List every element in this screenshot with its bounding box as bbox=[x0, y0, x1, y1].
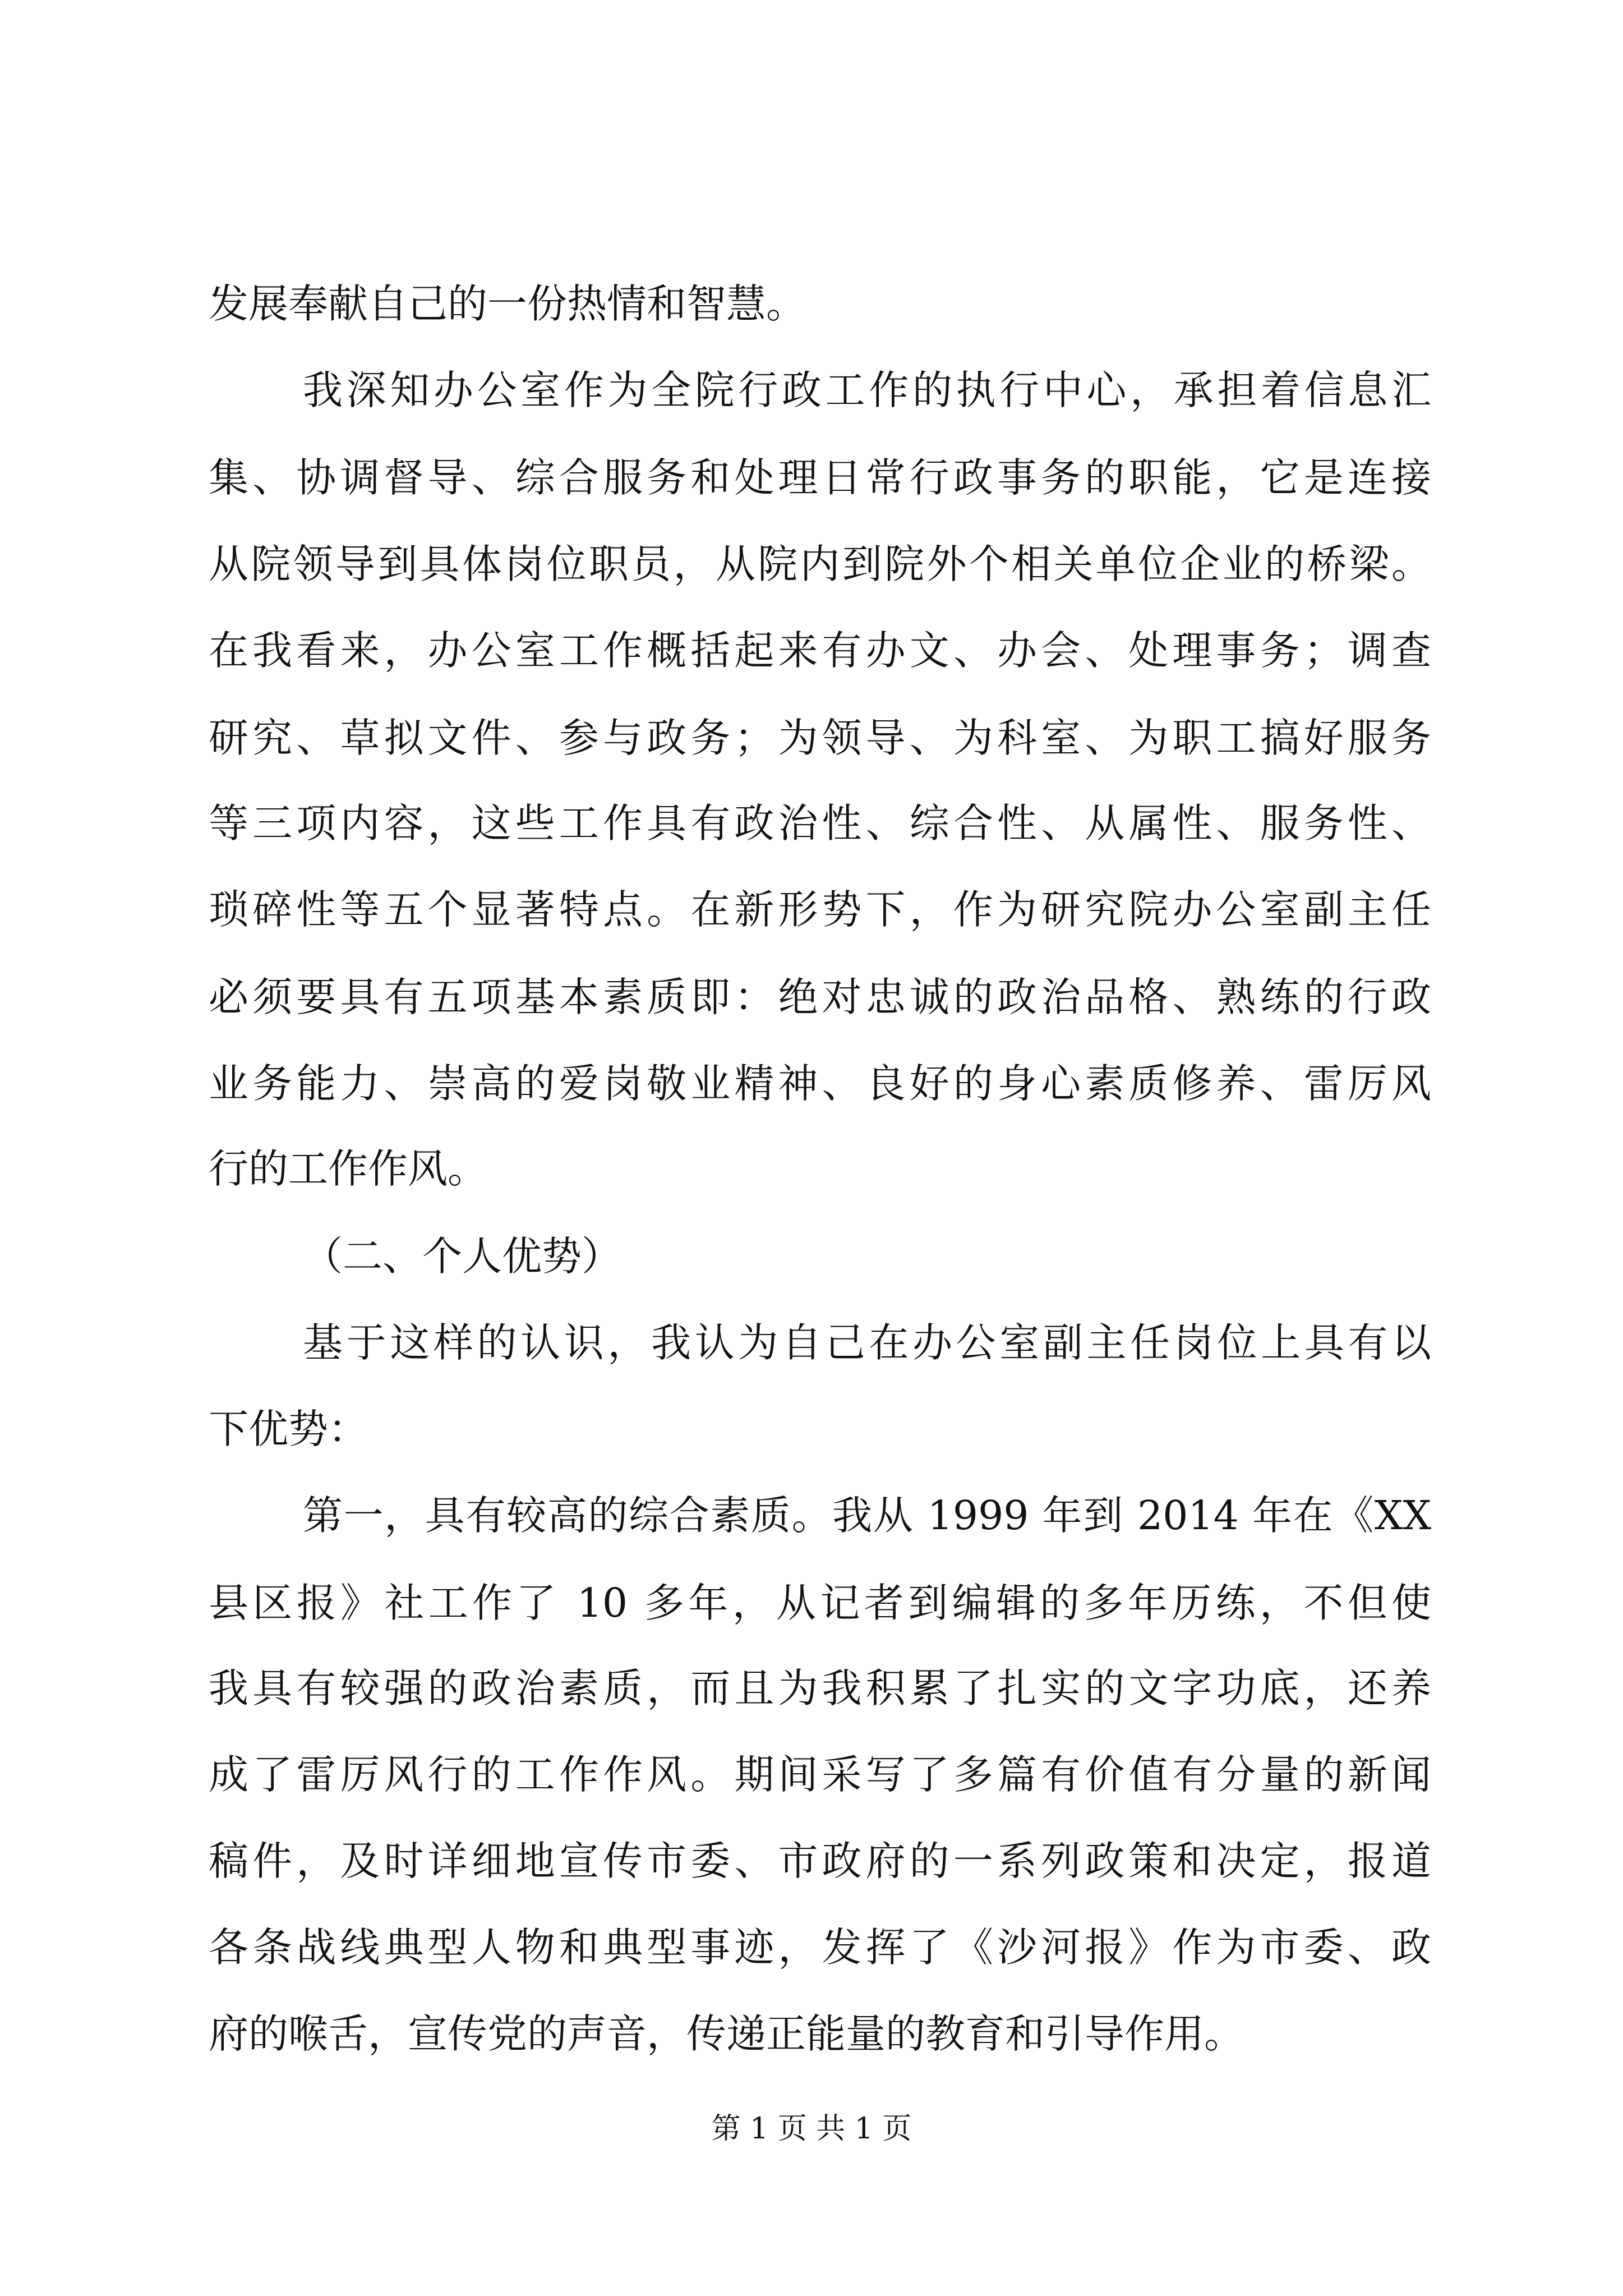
paragraph-first-line: 第一，具有较高的综合素质。我从 1999 年到 2014 年在《XX bbox=[303, 1492, 1431, 1539]
body-text-line: 集、协调督导、综合服务和处理日常行政事务的职能，它是连接 bbox=[209, 454, 1431, 501]
body-text-line: 县区报》社工作了 10 多年，从记者到编辑的多年历练，不但使 bbox=[209, 1580, 1431, 1626]
body-text-line: 行的工作作风。 bbox=[209, 1145, 488, 1192]
paragraph-first-line: 基于这样的认识，我认为自己在办公室副主任岗位上具有以 bbox=[303, 1319, 1431, 1366]
body-text-line: 成了雷厉风行的工作作风。期间采写了多篇有价值有分量的新闻 bbox=[209, 1751, 1431, 1798]
body-text-line: 等三项内容，这些工作具有政治性、综合性、从属性、服务性、 bbox=[209, 800, 1431, 846]
section-heading: （二、个人优势） bbox=[303, 1233, 622, 1280]
body-text-line: 发展奉献自己的一份热情和智慧。 bbox=[209, 280, 806, 327]
body-text-line: 从院领导到具体岗位职员，从院内到院外个相关单位企业的桥梁。 bbox=[209, 541, 1431, 587]
body-text-line: 下优势： bbox=[209, 1406, 368, 1452]
page-footer: 第 1 页 共 1 页 bbox=[711, 2112, 912, 2146]
body-text-line: 研究、草拟文件、参与政务；为领导、为科室、为职工搞好服务 bbox=[209, 715, 1431, 761]
body-text-line: 我具有较强的政治素质，而且为我积累了扎实的文字功底，还养 bbox=[209, 1665, 1431, 1711]
body-text-line: 府的喉舌，宣传党的声音，传递正能量的教育和引导作用。 bbox=[209, 2010, 1244, 2057]
body-text-line: 各条战线典型人物和典型事迹，发挥了《沙河报》作为市委、政 bbox=[209, 1924, 1431, 1971]
body-text-line: 琐碎性等五个显著特点。在新形势下，作为研究院办公室副主任 bbox=[209, 886, 1431, 933]
body-text-line: 必须要具有五项基本素质即：绝对忠诚的政治品格、熟练的行政 bbox=[209, 974, 1431, 1020]
body-text-line: 业务能力、崇高的爱岗敬业精神、良好的身心素质修养、雷厉风 bbox=[209, 1060, 1431, 1107]
body-text-line: 稿件，及时详细地宣传市委、市政府的一系列政策和决定，报道 bbox=[209, 1838, 1431, 1884]
paragraph-first-line: 我深知办公室作为全院行政工作的执行中心，承担着信息汇 bbox=[303, 367, 1431, 413]
body-text-line: 在我看来，办公室工作概括起来有办文、办会、处理事务；调查 bbox=[209, 627, 1431, 674]
